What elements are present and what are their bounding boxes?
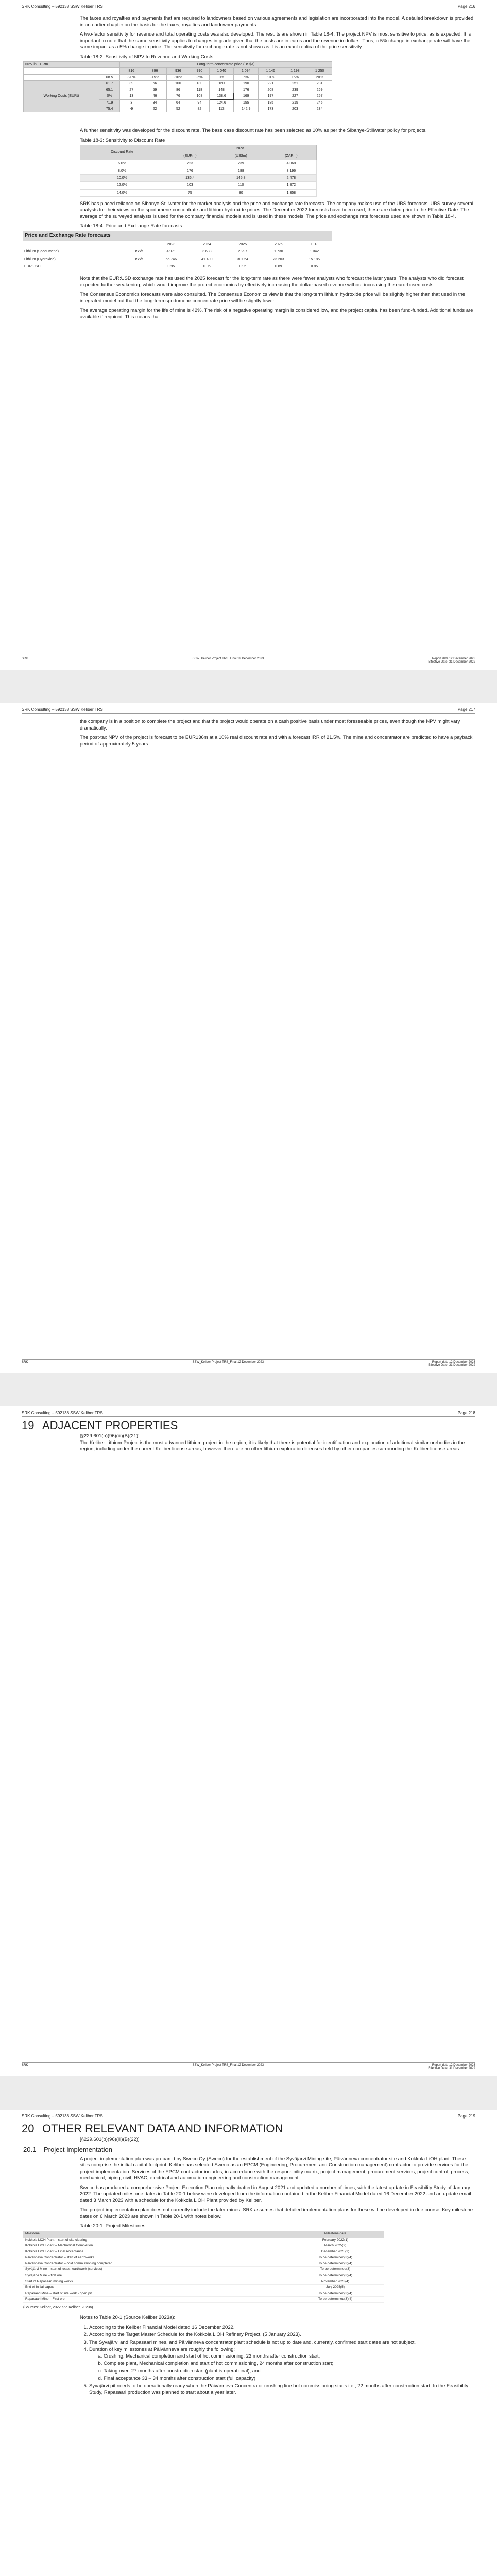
page-footer: SRK SSW_Keliber Project TRS_Final 12 December 2023 Report date 12 December 2023 Effective Date: 31 December 2022: [22, 1359, 475, 1367]
page-footer: SRK SSW_Keliber Project TRS_Final 12 December 2023 Report date 12 December 2023 Effective Date: 31 December 2022: [22, 656, 475, 664]
page-216: [0, 0, 497, 670]
section-heading: 20 OTHER RELEVANT DATA AND INFORMATION: [22, 2122, 283, 2135]
paragraph: A project implementation plan was prepared by Sweco Oy (Sweco) for the establishment of the Syväjärvi Mining site, Päivänneva concentrator site and Kokkola LiOH plant. These sites comprise the initial capital footprint. Keliber has selected Sweco as an EPCM (Engineering, Procurement and Construction management) contractor to provide services for the project implementation. Services of the EPCM contractor includes, in accordance with the responsibility matrix, project management, procurement services, project control, process, mechanical, piping, civil, HVAC, electrical and automation engineering and construction management.: [80, 2156, 470, 2181]
page-header: SRK Consulting – 592138 SSW Keliber TRS Page 219: [22, 2114, 475, 2120]
table-row: Working Costs (EURt) 61.7 39 66 100 130 160 190 221 251 281: [24, 80, 332, 87]
table-title: Price and Exchange Rate forecasts: [23, 231, 332, 241]
subsection-heading: 20.1 Project Implementation: [23, 2145, 112, 2154]
paragraph: The taxes and royalties and payments that are required to landowners based on various agreements and legislation are incorporated into the model. A detailed breakdown is provided in an earlier chapter on the basis for the taxes, royalties and landowner payments.: [80, 15, 474, 28]
table-source: (Sources: Keliber, 2022 and Keliber, 2023a): [23, 2305, 93, 2309]
section-heading: 19 ADJACENT PROPERTIES: [22, 1419, 178, 1432]
table-row: Päivänneva Concentrator – cold commissioning completed To be determined(3)(4): [23, 2261, 384, 2267]
table-row: Lithium (Hydroxide) US$/t 55 746 41 490 30 054 23 203 15 185: [23, 256, 332, 263]
table-row: 71.9 3 34 64 94 124.6 155 185 215 245: [24, 99, 332, 106]
table-row: Start of Rapasaari mining works November 2023(4): [23, 2279, 384, 2285]
table-corner: NPV in EURm: [24, 62, 120, 68]
sub-notes-list: [104, 2353, 475, 2382]
table-row: 75.4 -9 22 52 82 113 142.9 173 203 234: [24, 106, 332, 112]
base-case-cell: 138.6: [209, 93, 234, 99]
list-item: 2. According to the Target Master Schedule for the Kokkola LiOH Refinery Project, (5 January 2023).: [89, 2332, 475, 2338]
list-item: b. Complete plant, Mechanical completion and start of hot commissioning, 24 months after construction start;: [104, 2361, 475, 2367]
paragraph: A further sensitivity was developed for the discount rate. The base case discount rate has been selected as 10% as per the Sibanye-Stillwater policy for projects.: [80, 128, 427, 134]
page-number: Page 218: [457, 1411, 475, 1415]
notes-list: [89, 2325, 475, 2396]
table-row: 12.0% 103 110 1 872: [80, 182, 317, 189]
table-caption: Table 18-4: Price and Exchange Rate forecasts: [80, 223, 182, 229]
regulation-ref: [§229.601(b)(96)(iii)(B)(22)]: [80, 2137, 140, 2142]
page-header: SRK Consulting – 592138 SSW Keliber TRS Page 217: [22, 707, 475, 714]
header-title: SRK Consulting – 592138 SSW Keliber TRS: [22, 4, 103, 9]
list-item: 3. The Syväjärvi and Rapasaari mines, and Päivänneva concentrator plant schedule is not up to date and, currently, confirmed start dates are not subject.: [89, 2340, 475, 2346]
table-row: Kokkola LiOH Plant – start of site clearing February 2022(1): [23, 2238, 384, 2243]
list-item: 1. According to the Keliber Financial Model dated 16 December 2022.: [89, 2325, 475, 2331]
list-item: 5. Syväjärvi pit needs to be operationally ready when the Päivänneva Concentrator crushing line hot commissioning starts i.e., 22 months after construction start. In the Feasibility Study, Rapasaari production was planned to start about a year later.: [89, 2383, 475, 2396]
page-header: [22, 4, 475, 10]
table-caption: Table 18-3: Sensitivity to Discount Rate: [80, 137, 165, 143]
table-row: Päivänneva Concentrator – start of earthworks To be determined(3)(4): [23, 2255, 384, 2261]
table-row: Syväjärvi Mine – start of roads, earthwork (services) To be determined(3): [23, 2267, 384, 2273]
regulation-ref: [§229.601(b)(96)(iii)(B)(21)]: [80, 1433, 140, 1439]
paragraph: the company is in a position to complete the project and that the project would operate on a cash positive basis under most foreseeable prices, even though the NPV might vary dramatically.: [80, 719, 460, 731]
table-caption: Table 18-2: Sensitivity of NPV to Revenue and Working Costs: [80, 54, 214, 60]
table-row: Rapasaari Mine – start of site work - open pit To be determined(3)(4): [23, 2291, 384, 2297]
list-item: 4. Duration of key milestones at Päivänneva are roughly the following: a. Crushing, Mechanical completion and start of hot commissioning: 22 months after construction start; b. Complete plant, Mechanical completion and start of hot commissioning, 24 months after construction start; c. Taking over: 27 months after construction start (plant is operational); and d. Final acceptance 33 – 34 months after construction start (full capacity): [89, 2347, 475, 2382]
table-row: 6.0% 223 239 4 068: [80, 160, 317, 167]
list-item: d. Final acceptance 33 – 34 months after construction start (full capacity): [104, 2376, 475, 2382]
list-item: c. Taking over: 27 months after construction start (plant is operational); and: [104, 2368, 475, 2375]
table-row: Rapasaari Mine – First ore To be determined(3)(4): [23, 2297, 384, 2303]
milestones-table: Milestone Milestone date Kokkola LiOH Plant – start of site clearing February 2022(1) Kokkola LiOH Plant – Mechanical Completion March 2025(2) Kokkola LiOH Plant – Final Acceptance December 2025(2) Päivänneva Concentrator – start of earthworks To be determined(3)(4) Päivänneva Concentrator – cold commissioning completed To be determined(3)(4) Syväjärvi Mine – start of roads, earthwork (services) To be determined(3) Syväjärvi Mine – first ore To be determined(3)(4) Start of Rapasaari mining works November 2023(4) End of Initial capex July 2025(5) Rapasaari Mine – start of site work - open pit To be determined(3)(4) Rapasaari Mine – First ore To be determined(3)(4): [23, 2231, 384, 2303]
page-number: Page 217: [457, 707, 475, 712]
paragraph: A two-factor sensitivity for revenue and total operating costs was also developed. The results are shown in Table 18-4. The project NPV is most sensitive to price, as is expected. It is important to note that the same sensitivity applies to changes in grade given that the costs are in euros and the revenue in dollars. Thus, a 5% change in exchange rate will have the same impact as a 5% change in price. The sensitivity for exchange rate is not shown as it is an exact replica of the price sensitivity.: [80, 31, 471, 50]
table-row: 14.0% 75 80 1 358: [80, 189, 317, 196]
page-217: [0, 703, 497, 1373]
table-row: Syväjärvi Mine – first ore To be determined(3)(4): [23, 2273, 384, 2279]
paragraph: The Consensus Economics forecasts were also consulted. The Consensus Economics view is that the long-term lithium hydroxide price will be slightly higher than that used in the integrated model but that the long-term spodumene concentrate price will be slightly lower.: [80, 292, 466, 304]
paragraph: The Keliber Lithium Project is the most advanced lithium project in the region, it is likely that there is potential for identification and exploration of additional similar orebodies in the region, including under the current Keliber license areas, however there are no other lithium exploration licenses held by other companies surrounding the Keliber license areas.: [80, 1439, 465, 1452]
page-header: SRK Consulting – 592138 SSW Keliber TRS Page 218: [22, 1411, 475, 1417]
table-row: 65.1 27 59 86 118 148 176 208 239 269: [24, 87, 332, 93]
paragraph: Note that the EUR:USD exchange rate has used the 2025 forecast for the long-term rate as there were fewer analysts who forecast the later years. The analysts who did forecast expected further weakening, which would improve the project economics by effectively increasing the dollar-based revenue without increasing the euro-based costs.: [80, 276, 464, 288]
npv-sensitivity-table: NPV in EURm Long-term concentrate price (US$/t) 816 896 936 990 1 040 1 094 1 146 1 198 1 250 68.5 -20% -15% -10% -5% 0% 5% 10% 15% 20% Working Costs (EURt) 61.7 39 66 100 130 160 190 221 251 281 65.1 27 59 86 118 148 176 208 239 269 0% 13 46 76 108 138.6 169 197 227 257 71.9 3 34 64 94 124.6 155 185 215 245 75.4 -9 22 52 82 113 142.9 173 203 234: [23, 61, 332, 112]
table-row: 0% 13 46 76 108 138.6 169 197 227 257: [24, 93, 332, 99]
table-row-base-case: 10.0% 136.4 145.8 2 478: [80, 175, 317, 182]
table-row: 8.0% 176 188 3 196: [80, 167, 317, 174]
table-row: EUR:USD 0.95 0.95 0.95 0.89 0.85: [23, 263, 332, 270]
paragraph: The project implementation plan does not currently include the later mines. SRK assumes that detailed implementation plans for these will be developed in due course. Key milestone dates on 6 March 2023 are shown in Table 20-1 with notes below.: [80, 2207, 473, 2219]
list-item: a. Crushing, Mechanical completion and start of hot commissioning: 22 months after construction start;: [104, 2353, 475, 2360]
paragraph: The average operating margin for the life of mine is 42%. The risk of a negative operating margin is considered low, and the project capital has been fund-funded. Additional funds are available if required. This means that: [80, 308, 473, 320]
page-218: [0, 1406, 497, 2076]
table-row: End of Initial capex July 2025(5): [23, 2285, 384, 2291]
table-row: Lithium (Spodumene) US$/t 4 971 3 638 2 297 1 730 1 042: [23, 248, 332, 256]
table-row: Kokkola LiOH Plant – Mechanical Completion March 2025(2): [23, 2243, 384, 2249]
discount-rate-table: Discount Rate NPV (EURm) (US$m) (ZARm) 6.0% 223 239 4 068 8.0% 176 188 3 196 10.0% 136.4 145.8 2 478 12.0% 103 110 1 872 14.0% 75 80 1 358: [80, 145, 317, 197]
table-span-header: Long-term concentrate price (US$/t): [120, 62, 332, 68]
page-219: [0, 2110, 497, 2576]
page-number: Page 219: [457, 2114, 475, 2119]
paragraph: Sweco has produced a comprehensive Project Execution Plan originally drafted in August 2021 and updated a number of times, with the latest update in Feasibility Study of January 2022. The updated milestone dates in Table 20-1 below were developed from the information contained in the Keliber Financial Model dated 16 December 2022 and an update email dated 3 March 2023 with a schedule for the Kokkola LiOH Plant provided by Keliber.: [80, 2184, 471, 2204]
paragraph: SRK has placed reliance on Sibanye-Stillwater for the market analysis and the price and exchange rate forecasts. The company makes use of the UBS forecasts. UBS survey several analysts for their views on the spodumene concentrate and lithium hydroxide prices. The December 2022 forecasts have been used, these are dated prior to the Effective Date. The average of the surveyed analysts is used for the company financial models and is used in these models. The price and exchange rate forecasts used are shown in Table 18-4.: [80, 200, 473, 219]
paragraph: The post-tax NPV of the project is forecast to be EUR136m at a 10% real discount rate and with a forecast IRR of 21.5%. The mine and concentrator are predicted to have a payback period of approximately 5 years.: [80, 735, 473, 747]
notes-title: Notes to Table 20-1 (Source Keliber 2023a):: [80, 2315, 176, 2321]
page-footer: SRK SSW_Keliber Project TRS_Final 12 December 2023 Report date 12 December 2023 Effective Date: 31 December 2022: [22, 2062, 475, 2070]
table-caption: Table 20-1: Project Milestones: [80, 2223, 146, 2229]
table-row: Kokkola LiOH Plant – Final Acceptance December 2025(2): [23, 2249, 384, 2255]
row-group-label: Working Costs (EURt): [24, 80, 99, 112]
page-number: Page 216: [457, 4, 475, 9]
price-forecast-table: Price and Exchange Rate forecasts 2023 2024 2025 2026 LTP Lithium (Spodumene) US$/t 4 971 3 638 2 297 1 730 1 042 Lithium (Hydroxide) US$/t 55 746 41 490 30 054 23 203 15 185 EUR:USD 0.95 0.95 0.95 0.89 0.85: [23, 231, 332, 270]
